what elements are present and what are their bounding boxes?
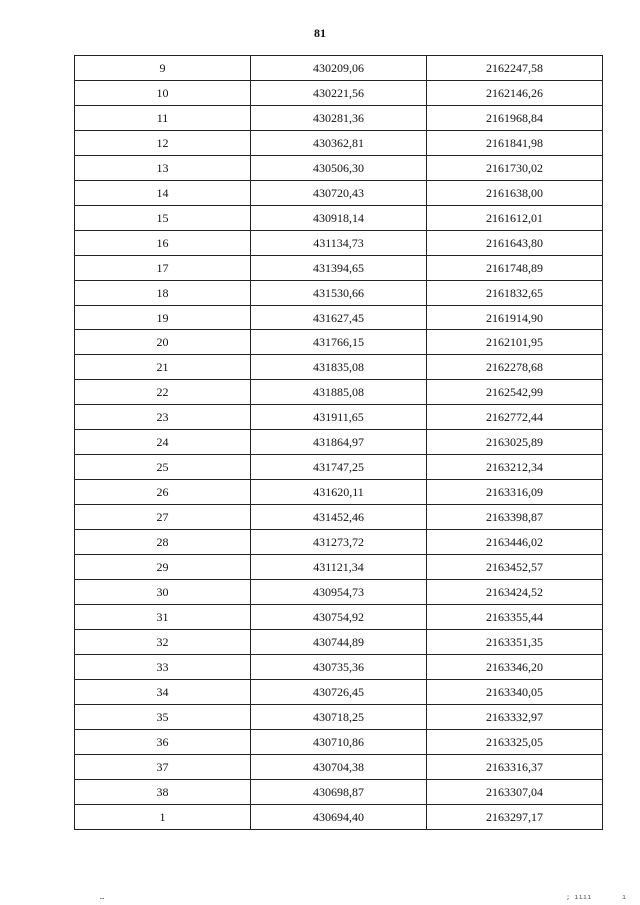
y-coordinate-cell: 2163297,17: [427, 804, 603, 829]
y-coordinate-cell: 2163340,05: [427, 679, 603, 704]
x-coordinate-cell: 430918,14: [251, 205, 427, 230]
point-number-cell: 15: [75, 205, 251, 230]
table-row: [75, 330, 603, 355]
point-number-cell: 38: [75, 779, 251, 804]
x-coordinate-cell: 430704,38: [251, 754, 427, 779]
coordinates-table: [74, 55, 603, 830]
point-number-cell: 18: [75, 280, 251, 305]
table-row: [75, 679, 603, 704]
y-coordinate-cell: 2163025,89: [427, 430, 603, 455]
table-row: [75, 380, 603, 405]
x-coordinate-cell: 431273,72: [251, 530, 427, 555]
point-number-cell: 31: [75, 604, 251, 629]
table-row: [75, 804, 603, 829]
y-coordinate-cell: 2162247,58: [427, 56, 603, 81]
x-coordinate-cell: 430209,06: [251, 56, 427, 81]
point-number-cell: 11: [75, 105, 251, 130]
y-coordinate-cell: 2163424,52: [427, 580, 603, 605]
table-row: [75, 280, 603, 305]
x-coordinate-cell: 431885,08: [251, 380, 427, 405]
point-number-cell: 13: [75, 155, 251, 180]
x-coordinate-cell: 430718,25: [251, 704, 427, 729]
x-coordinate-cell: 431121,34: [251, 555, 427, 580]
table-row: [75, 480, 603, 505]
scan-artifact-far-right: ı: [622, 893, 627, 901]
y-coordinate-cell: 2161730,02: [427, 155, 603, 180]
table-row: [75, 80, 603, 105]
x-coordinate-cell: 430735,36: [251, 654, 427, 679]
x-coordinate-cell: 430362,81: [251, 130, 427, 155]
point-number-cell: 10: [75, 80, 251, 105]
point-number-cell: 9: [75, 56, 251, 81]
y-coordinate-cell: 2161638,00: [427, 180, 603, 205]
table-row: [75, 629, 603, 654]
table-row: [75, 56, 603, 81]
point-number-cell: 17: [75, 255, 251, 280]
point-number-cell: 16: [75, 230, 251, 255]
table-row: [75, 654, 603, 679]
x-coordinate-cell: 431394,65: [251, 255, 427, 280]
x-coordinate-cell: 430726,45: [251, 679, 427, 704]
x-coordinate-cell: 431747,25: [251, 455, 427, 480]
y-coordinate-cell: 2163332,97: [427, 704, 603, 729]
x-coordinate-cell: 430506,30: [251, 155, 427, 180]
table-row: [75, 130, 603, 155]
table-row: [75, 779, 603, 804]
y-coordinate-cell: 2162772,44: [427, 405, 603, 430]
x-coordinate-cell: 430744,89: [251, 629, 427, 654]
table-row: [75, 505, 603, 530]
table-row: [75, 405, 603, 430]
table-row: [75, 255, 603, 280]
point-number-cell: 19: [75, 305, 251, 330]
point-number-cell: 32: [75, 629, 251, 654]
point-number-cell: 22: [75, 380, 251, 405]
table-row: [75, 105, 603, 130]
point-number-cell: 12: [75, 130, 251, 155]
y-coordinate-cell: 2163446,02: [427, 530, 603, 555]
y-coordinate-cell: 2162278,68: [427, 355, 603, 380]
table-row: [75, 430, 603, 455]
x-coordinate-cell: 430221,56: [251, 80, 427, 105]
y-coordinate-cell: 2163398,87: [427, 505, 603, 530]
point-number-cell: 29: [75, 555, 251, 580]
y-coordinate-cell: 2163346,20: [427, 654, 603, 679]
y-coordinate-cell: 2162146,26: [427, 80, 603, 105]
table-row: [75, 555, 603, 580]
point-number-cell: 27: [75, 505, 251, 530]
x-coordinate-cell: 431864,97: [251, 430, 427, 455]
x-coordinate-cell: 430754,92: [251, 604, 427, 629]
point-number-cell: 21: [75, 355, 251, 380]
point-number-cell: 30: [75, 580, 251, 605]
y-coordinate-cell: 2161748,89: [427, 255, 603, 280]
point-number-cell: 26: [75, 480, 251, 505]
point-number-cell: 34: [75, 679, 251, 704]
x-coordinate-cell: 431627,45: [251, 305, 427, 330]
y-coordinate-cell: 2163307,04: [427, 779, 603, 804]
y-coordinate-cell: 2161643,80: [427, 230, 603, 255]
point-number-cell: 20: [75, 330, 251, 355]
scan-artifact-left: …: [100, 893, 105, 901]
x-coordinate-cell: 431911,65: [251, 405, 427, 430]
y-coordinate-cell: 2162101,95: [427, 330, 603, 355]
point-number-cell: 1: [75, 804, 251, 829]
y-coordinate-cell: 2161612,01: [427, 205, 603, 230]
x-coordinate-cell: 431530,66: [251, 280, 427, 305]
x-coordinate-cell: 431835,08: [251, 355, 427, 380]
point-number-cell: 23: [75, 405, 251, 430]
y-coordinate-cell: 2163351,35: [427, 629, 603, 654]
y-coordinate-cell: 2161841,98: [427, 130, 603, 155]
scan-artifact-right: ; ıııı: [566, 893, 592, 901]
x-coordinate-cell: 431452,46: [251, 505, 427, 530]
point-number-cell: 24: [75, 430, 251, 455]
x-coordinate-cell: 430720,43: [251, 180, 427, 205]
table-row: [75, 729, 603, 754]
point-number-cell: 35: [75, 704, 251, 729]
table-row: [75, 754, 603, 779]
page-number: 81: [314, 26, 326, 40]
table-row: [75, 305, 603, 330]
table-row: [75, 205, 603, 230]
table-row: [75, 580, 603, 605]
y-coordinate-cell: 2161832,65: [427, 280, 603, 305]
x-coordinate-cell: 431134,73: [251, 230, 427, 255]
y-coordinate-cell: 2163355,44: [427, 604, 603, 629]
table-row: [75, 155, 603, 180]
x-coordinate-cell: 430954,73: [251, 580, 427, 605]
point-number-cell: 33: [75, 654, 251, 679]
table-body: [75, 56, 603, 830]
y-coordinate-cell: 2163316,37: [427, 754, 603, 779]
x-coordinate-cell: 431620,11: [251, 480, 427, 505]
point-number-cell: 37: [75, 754, 251, 779]
x-coordinate-cell: 430698,87: [251, 779, 427, 804]
point-number-cell: 36: [75, 729, 251, 754]
table-row: [75, 230, 603, 255]
x-coordinate-cell: 430694,40: [251, 804, 427, 829]
point-number-cell: 14: [75, 180, 251, 205]
y-coordinate-cell: 2163452,57: [427, 555, 603, 580]
table-row: [75, 530, 603, 555]
x-coordinate-cell: 430281,36: [251, 105, 427, 130]
y-coordinate-cell: 2161968,84: [427, 105, 603, 130]
y-coordinate-cell: 2161914,90: [427, 305, 603, 330]
table-row: [75, 704, 603, 729]
y-coordinate-cell: 2162542,99: [427, 380, 603, 405]
y-coordinate-cell: 2163325,05: [427, 729, 603, 754]
y-coordinate-cell: 2163316,09: [427, 480, 603, 505]
y-coordinate-cell: 2163212,34: [427, 455, 603, 480]
point-number-cell: 25: [75, 455, 251, 480]
x-coordinate-cell: 431766,15: [251, 330, 427, 355]
point-number-cell: 28: [75, 530, 251, 555]
x-coordinate-cell: 430710,86: [251, 729, 427, 754]
table-row: [75, 355, 603, 380]
table-row: [75, 180, 603, 205]
table-row: [75, 604, 603, 629]
table-row: [75, 455, 603, 480]
